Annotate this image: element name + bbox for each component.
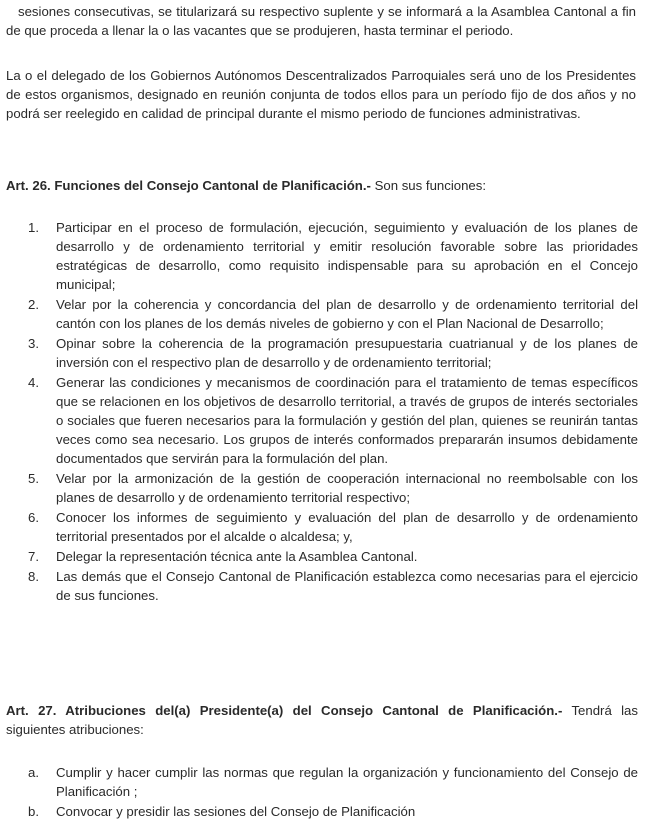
list-item [22, 469, 638, 507]
item-text: Cumplir y hacer cumplir las normas que regulan la organización y funcionamiento del Consejo de Planificación ; [56, 765, 638, 799]
item-text: Conocer los informes de seguimiento y evaluación del plan de desarrollo y de ordenamiento territorial presentados por el alcalde o alcaldesa; y, [56, 510, 638, 544]
art27-heading [6, 701, 638, 739]
art26-functions-list [22, 218, 638, 606]
art26-heading [6, 176, 642, 195]
item-number: 6. [28, 510, 39, 525]
item-number: 8. [28, 569, 39, 584]
item-number: 5. [28, 471, 39, 486]
item-number: 1. [28, 220, 39, 235]
delegado-paragraph: La o el delegado de los Gobiernos Autónomos Descentralizados Parroquiales será uno de los Presidentes de estos organismos, designado en reunión conjunta de todos ellos para un período fijo de dos años y no podrá ser reelegido en calidad de principal durante el mismo periodo de funciones administrativas. [6, 68, 636, 121]
item-text: Velar por la coherencia y concordancia del plan de desarrollo y de ordenamiento territorial del cantón con los planes de los demás niveles de gobierno y con el Plan Nacional de Desarrollo; [56, 297, 638, 331]
item-text: Convocar y presidir las sesiones del Consejo de Planificación [56, 804, 416, 819]
item-text: Opinar sobre la coherencia de la programación presupuestaria cuatrianual y de los planes de inversión con el respectivo plan de desarrollo y de ordenamiento territorial; [56, 336, 638, 370]
list-item [22, 763, 638, 801]
art26-lead: Son sus funciones: [370, 178, 487, 193]
intro-continuation-paragraph: sesiones consecutivas, se titularizará su respectivo suplente y se informará a la Asamblea Cantonal a fin de que proceda a llenar la o las vacantes que se produjeren, hasta terminar el periodo. [6, 4, 636, 38]
item-text: Velar por la armonización de la gestión de cooperación internacional no reembolsable con los planes de desarrollo y de ordenamiento territorial respectivo; [56, 471, 638, 505]
list-item [22, 508, 638, 546]
art27-title: Art. 27. Atribuciones del(a) Presidente(a) del Consejo Cantonal de Planificación.- [6, 703, 563, 718]
list-item [22, 218, 638, 294]
item-text: Participar en el proceso de formulación, ejecución, seguimiento y evaluación de los planes de desarrollo y de ordenamiento territorial y emitir resolución favorable sobre las prioridades estratégicas de desarrollo, como requisito indispensable para su aprobación en el Concejo municipal; [56, 220, 638, 292]
list-item [22, 567, 638, 605]
item-letter: b. [28, 804, 39, 819]
list-item [22, 295, 638, 333]
art27-lead: Tendrá las siguientes atribuciones: [6, 703, 638, 737]
art27-attributions-list [22, 763, 638, 822]
list-item [22, 802, 638, 821]
item-text: Delegar la representación técnica ante la Asamblea Cantonal. [56, 549, 418, 564]
item-number: 2. [28, 297, 39, 312]
item-number: 4. [28, 375, 39, 390]
list-item [22, 334, 638, 372]
item-number: 3. [28, 336, 39, 351]
item-text: Generar las condiciones y mecanismos de coordinación para el tratamiento de temas específicos que se relacionen en los objetivos de desarrollo territorial, a través de grupos de interés sectoriales o sociales que fueren necesarios para la formulación y gestión del plan, quienes se reunirán tantas veces como sea necesario. Los grupos de interés conformados prepararán insumos debidamente documentados que servirán para la formulación del plan. [56, 375, 638, 466]
item-letter: a. [28, 765, 39, 780]
art26-title: Art. 26. Funciones del Consejo Cantonal de Planificación.- [6, 178, 371, 193]
list-item [22, 547, 638, 566]
item-text: Las demás que el Consejo Cantonal de Planificación establezca como necesarias para el ejercicio de sus funciones. [56, 569, 638, 603]
item-number: 7. [28, 549, 39, 564]
list-item [22, 373, 638, 468]
